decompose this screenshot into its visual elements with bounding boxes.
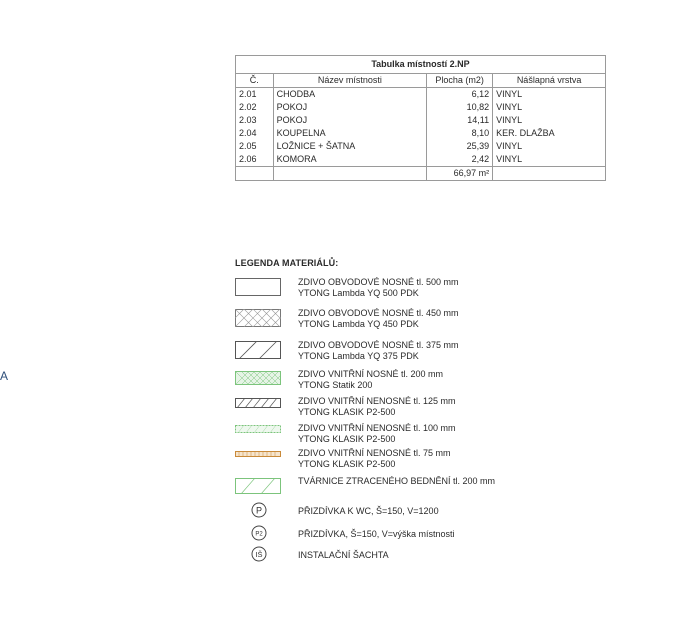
room-area: 8,10 <box>427 127 493 140</box>
legend-item-500 <box>235 277 615 303</box>
room-name: CHODBA <box>273 88 426 102</box>
swatch-dense-diagonal <box>235 398 281 408</box>
room-area: 2,42 <box>427 153 493 167</box>
table-total-row <box>236 167 606 181</box>
table-row <box>236 88 606 102</box>
legend-item-75 <box>235 448 615 474</box>
legend-label: ZDIVO OBVODOVÉ NOSNÉ tl. 500 mm YTONG Lambda YQ 500 PDK <box>298 277 459 298</box>
swatch-green-cross <box>235 371 281 385</box>
room-name: LOŽNICE + ŠATNA <box>273 140 426 153</box>
room-floor: VINYL <box>493 88 606 102</box>
column-header-name: Název místnosti <box>273 74 426 88</box>
legend-item-450 <box>235 308 615 334</box>
svg-text:P: P <box>255 505 263 516</box>
legend-label: ZDIVO VNITŘNÍ NENOSNÉ tl. 125 mm YTONG KLASIK P2-500 <box>298 396 456 417</box>
swatch-cross-hatch <box>235 309 281 327</box>
legend-item-100 <box>235 423 615 449</box>
total-empty-cell <box>493 167 606 181</box>
swatch-plain <box>235 278 281 296</box>
legend-item-125 <box>235 396 615 422</box>
table-title: Tabulka místností 2.NP <box>236 56 606 74</box>
circle-is-icon <box>251 546 267 562</box>
room-floor: VINYL <box>493 101 606 114</box>
room-number: 2.05 <box>236 140 274 153</box>
room-floor: VINYL <box>493 114 606 127</box>
table-row <box>236 153 606 167</box>
svg-text:P2: P2 <box>255 531 263 538</box>
legend-label: ZDIVO OBVODOVÉ NOSNÉ tl. 450 mm YTONG Lambda YQ 450 PDK <box>298 308 459 329</box>
table-row <box>236 127 606 140</box>
legend-label: TVÁRNICE ZTRACENÉHO BEDNĚNÍ tl. 200 mm <box>298 476 496 486</box>
legend-label: ZDIVO VNITŘNÍ NENOSNÉ tl. 100 mm YTONG KLASIK P2-500 <box>298 423 456 444</box>
room-name: KOMORA <box>273 153 426 167</box>
room-floor: KER. DLAŽBA <box>493 127 606 140</box>
room-number: 2.02 <box>236 101 274 114</box>
room-floor: VINYL <box>493 140 606 153</box>
table-row <box>236 140 606 153</box>
room-name: POKOJ <box>273 101 426 114</box>
swatch-green-dotted <box>235 425 281 433</box>
column-header-floor: Nášlapná vrstva <box>493 74 606 88</box>
total-empty-cell <box>273 167 426 181</box>
total-empty-cell <box>236 167 274 181</box>
room-area: 6,12 <box>427 88 493 102</box>
legend-label: PŘIZDÍVKA, Š=150, V=výška místnosti <box>298 529 455 539</box>
column-header-number: Č. <box>236 74 274 88</box>
legend-symbol-is <box>235 546 615 572</box>
circle-p2-icon <box>251 525 267 541</box>
legend-label: ZDIVO OBVODOVÉ NOSNÉ tl. 375 mm YTONG Lambda YQ 375 PDK <box>298 340 459 361</box>
total-area: 66,97 m² <box>427 167 493 181</box>
svg-text:IŠ: IŠ <box>255 550 263 559</box>
room-number: 2.04 <box>236 127 274 140</box>
legend-item-bedneni <box>235 476 615 502</box>
column-header-area: Plocha (m2) <box>427 74 493 88</box>
swatch-wide-diagonal <box>235 341 281 359</box>
room-area: 25,39 <box>427 140 493 153</box>
room-floor: VINYL <box>493 153 606 167</box>
room-table <box>235 55 606 181</box>
table-row <box>236 114 606 127</box>
legend-item-200 <box>235 369 615 395</box>
room-name: POKOJ <box>273 114 426 127</box>
swatch-green-diagonal <box>235 478 281 494</box>
room-name: KOUPELNA <box>273 127 426 140</box>
room-number: 2.03 <box>236 114 274 127</box>
room-area: 14,11 <box>427 114 493 127</box>
swatch-orange-vertical <box>235 451 281 457</box>
room-number: 2.06 <box>236 153 274 167</box>
table-header-row <box>236 74 606 88</box>
legend-title: LEGENDA MATERIÁLŮ: <box>235 258 339 268</box>
room-number: 2.01 <box>236 88 274 102</box>
stray-letter: A <box>0 369 9 383</box>
room-area: 10,82 <box>427 101 493 114</box>
legend-label: ZDIVO VNITŘNÍ NENOSNÉ tl. 75 mm YTONG KLASIK P2-500 <box>298 448 451 469</box>
legend-label: INSTALAČNÍ ŠACHTA <box>298 550 389 560</box>
legend-label: PŘIZDÍVKA K WC, Š=150, V=1200 <box>298 506 439 516</box>
legend-label: ZDIVO VNITŘNÍ NOSNÉ tl. 200 mm YTONG Statik 200 <box>298 369 444 390</box>
legend-item-375 <box>235 340 615 366</box>
circle-p-icon <box>251 502 267 518</box>
table-row <box>236 101 606 114</box>
